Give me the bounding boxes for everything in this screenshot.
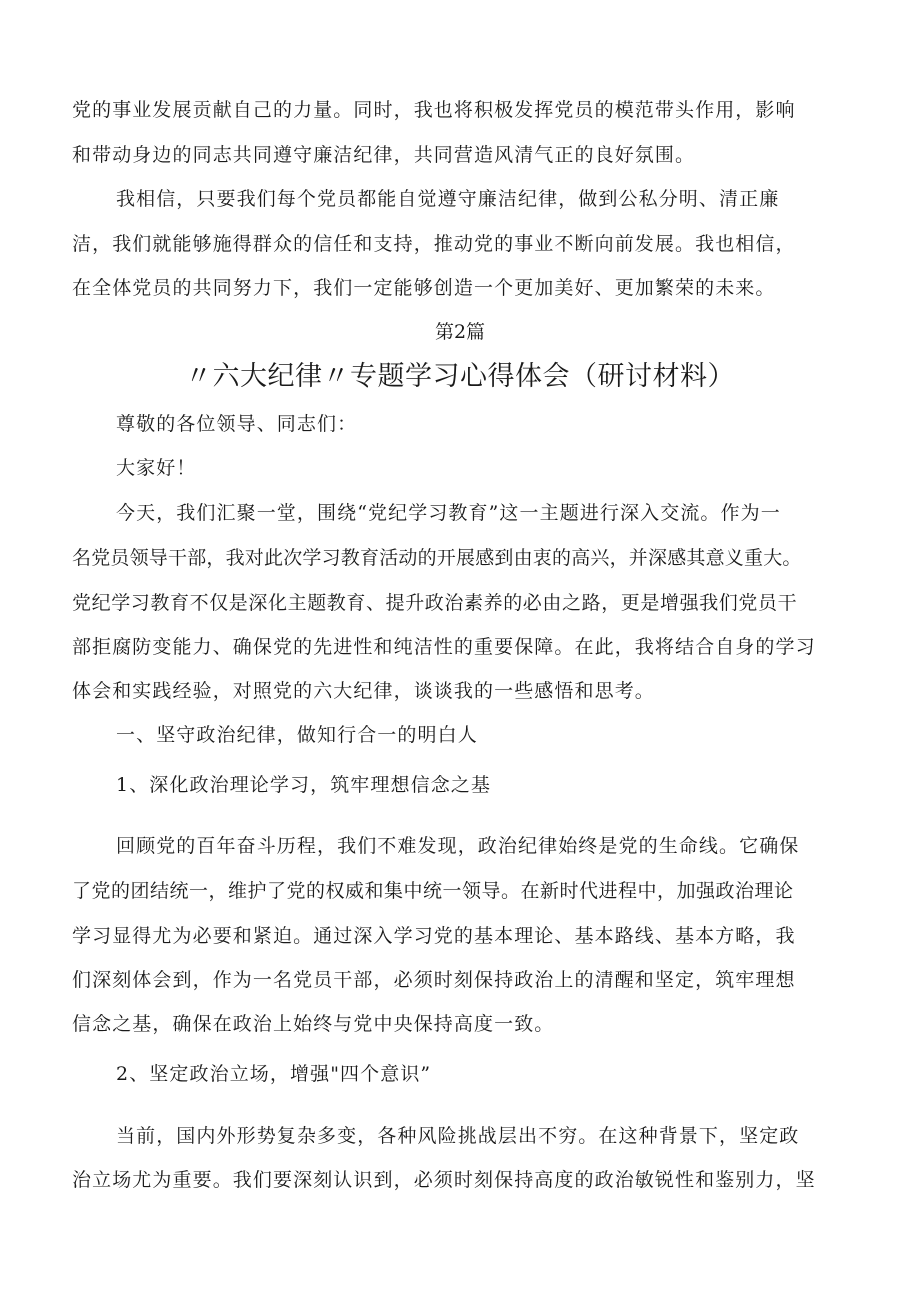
paragraph-line: 和带动身边的同志共同遵守廉洁纪律，共同营造风清气正的良好氛围。 [72,144,696,166]
paragraph-line: 们深刻体会到，作为一名党员干部，必须时刻保持政治上的清醒和坚定，筑牢理想 [72,969,796,991]
paragraph-line: 体会和实践经验，对照党的六大纪律，谈谈我的一些感悟和思考。 [72,680,655,702]
subsection-heading: 1、深化政治理论学习，筑牢理想信念之基 [116,774,491,796]
paragraph-line: 在全体党员的共同努力下，我们一定能够创造一个更加美好、更加繁荣的未来。 [72,277,776,299]
paragraph-line: 党的事业发展贡献自己的力量。同时，我也将积极发挥党员的模范带头作用，影响 [72,99,796,121]
section-heading: 一、坚守政治纪律，做知行合一的明白人 [116,724,478,746]
greeting: 大家好！ [116,457,197,479]
paragraph-line: 了党的团结统一，维护了党的权威和集中统一领导。在新时代进程中，加强政治理论 [72,880,794,902]
paragraph-line: 洁，我们就能够施得群众的信任和支持，推动党的事业不断向前发展。我也相信， [72,233,796,255]
paragraph-line: 学习显得尤为必要和紧迫。通过深入学习党的基本理论、基本路线、基本方略，我 [72,925,796,947]
paragraph-line: 部拒腐防变能力、确保党的先进性和纯洁性的重要保障。在此，我将结合自身的学习 [72,636,816,658]
salutation: 尊敬的各位领导、同志们： [116,413,358,435]
paragraph-line: 当前，国内外形势复杂多变，各种风险挑战层出不穷。在这种背景下，坚定政 [116,1125,800,1147]
paragraph-line: 名党员领导干部，我对此次学习教育活动的开展感到由衷的高兴，并深感其意义重大。 [72,547,802,569]
paragraph-line: 我相信，只要我们每个党员都能自觉遵守廉洁纪律，做到公私分明、清正廉 [116,188,780,210]
subsection-heading: 2、坚定政治立场，增强"四个意识” [116,1063,432,1085]
paragraph-line: 治立场尤为重要。我们要深刻认识到，必须时刻保持高度的政治敏锐性和鉴别力，坚 [72,1169,816,1191]
paragraph-line: 党纪学习教育不仅是深化主题教育、提升政治素养的必由之路，更是增强我们党员干 [72,592,798,614]
article-number: 第2篇 [434,321,486,343]
paragraph-line: 信念之基，确保在政治上始终与党中央保持高度一致。 [72,1013,555,1035]
paragraph-line: 今天，我们汇聚一堂，围绕“党纪学习教育”这一主题进行深入交流。作为一 [116,502,781,524]
article-title: 〃六大纪律〃专题学习心得体会（研讨材料） [185,361,735,392]
paragraph-line: 回顾党的百年奋斗历程，我们不难发现，政治纪律始终是党的生命线。它确保 [116,835,800,857]
